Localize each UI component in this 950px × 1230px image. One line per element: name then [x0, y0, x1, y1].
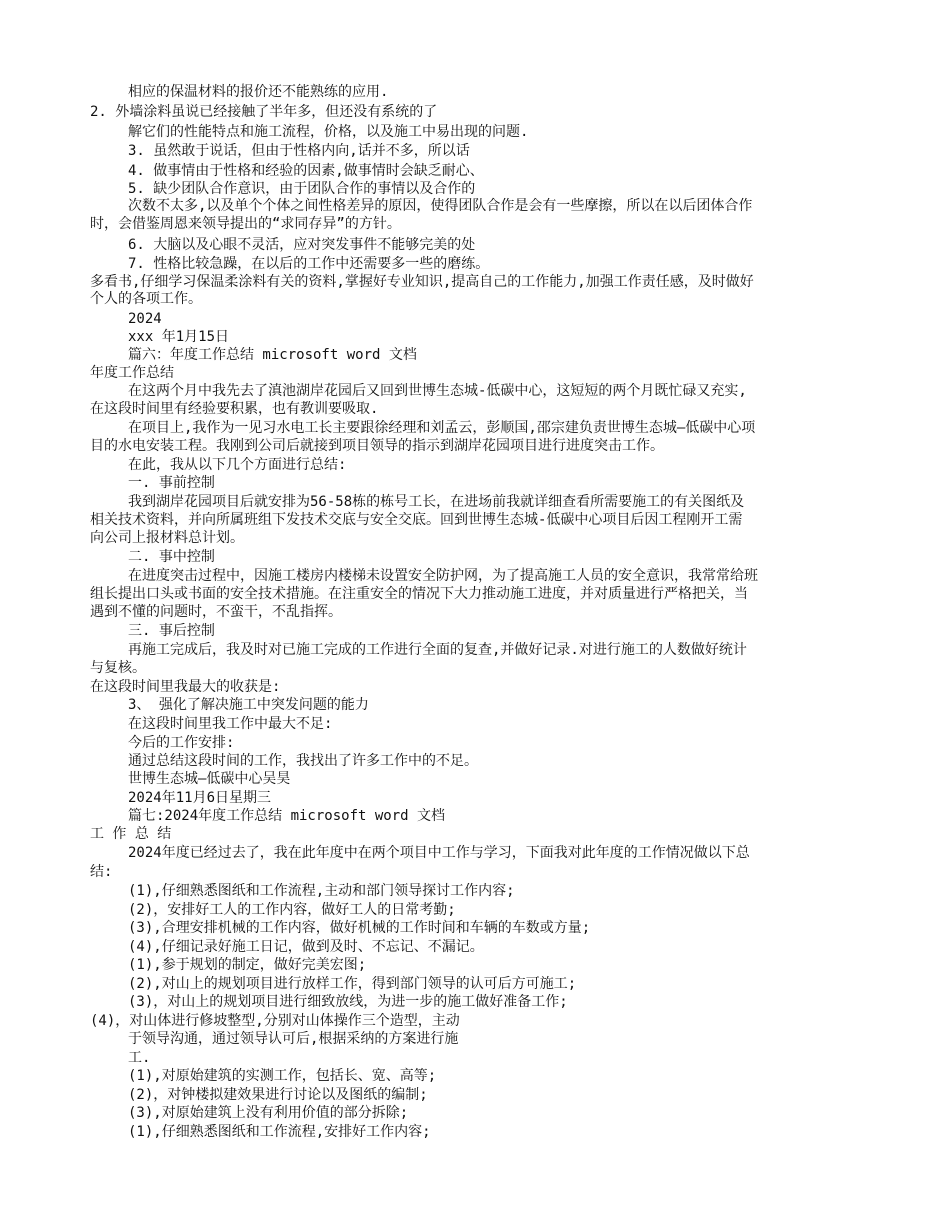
list-item: (1),仔细熟悉图纸和工作流程,安排好工作内容;	[128, 1124, 431, 1140]
text-line: 多看书,仔细学习保温柔涂料有关的资料,掌握好专业知识,提高自己的工作能力,加强工作责任感，及时做好	[90, 274, 754, 290]
text-line: 通过总结这段时间的工作，我找出了许多工作中的不足。	[128, 753, 478, 769]
text-line: 个人的各项工作。	[90, 291, 202, 307]
text-line: 在这段时间里有经验要积累，也有教训要吸取.	[90, 401, 379, 417]
list-item: 3. 虽然敢于说话，但由于性格内向,话并不多，所以话	[128, 143, 470, 159]
text-line: 解它们的性能特点和施工流程，价格，以及施工中易出现的问题.	[128, 124, 529, 140]
list-item: 3、 强化了解决施工中突发问题的能力	[128, 697, 369, 713]
text-line: 在这段时间里我工作中最大不足:	[128, 716, 333, 732]
text-line: 今后的工作安排:	[128, 735, 235, 751]
text-line: 于领导沟通，通过领导认可后,根据采纳的方案进行施	[128, 1031, 459, 1047]
text-line: 在这段时间里我最大的收获是:	[90, 679, 281, 695]
list-item: (3),合理安排机械的工作内容，做好机械的工作时间和车辆的车数或方量;	[128, 920, 591, 936]
signature-line: 世博生态城—低碳中心吴昊	[128, 771, 291, 787]
text-line: 我到湖岸花园项目后就安排为56-58栋的栋号工长，在进场前我就详细查看所需要施工的有关图纸及	[128, 494, 745, 510]
text-line: 与复核。	[90, 660, 146, 676]
text-line: 工.	[128, 1050, 151, 1066]
text-line: 相关技术资料，并向所属班组下发技术交底与安全交底。回到世博生态城-低碳中心项目后因工程刚开工需	[90, 512, 743, 528]
date-year: 2024	[128, 311, 162, 327]
list-item: 7. 性格比较急躁，在以后的工作中还需要多一些的磨练。	[128, 256, 490, 272]
text-line: 在项目上,我作为一见习水电工长主要跟徐经理和刘孟云，彭顺国,邵宗建负责世博生态城—低碳中心项	[128, 420, 756, 436]
list-item: (1),参于规划的制定，做好完美宏图;	[128, 957, 367, 973]
subsection-heading: 一. 事前控制	[128, 475, 215, 491]
text-line: 在进度突击过程中，因施工楼房内楼梯未设置安全防护网，为了提高施工人员的安全意识，我常常给班	[128, 568, 758, 584]
list-item: 2. 外墙涂料虽说已经接触了半年多，但还没有系统的了	[90, 104, 438, 120]
list-item: 4. 做事情由于性格和经验的因素,做事情时会缺乏耐心、	[128, 163, 484, 179]
section-title: 篇六：年度工作总结 microsoft word 文档	[128, 347, 417, 363]
text-line: 在此，我从以下几个方面进行总结:	[128, 457, 347, 473]
text-line: 结:	[90, 864, 113, 880]
text-line: 次数不太多,以及单个个体之间性格差异的原因，使得团队合作是会有一些摩擦，所以在以后团体合作	[128, 198, 753, 214]
date-line: 2024年11月6日星期三	[128, 790, 272, 806]
text-line: 时，会借鉴周恩来领导提出的“求同存异”的方针。	[90, 216, 401, 232]
list-item: 5. 缺少团队合作意识，由于团队合作的事情以及合作的	[128, 181, 476, 197]
date-line: xxx 年1月15日	[128, 329, 230, 345]
list-item: (3),对原始建筑上没有利用价值的部分拆除;	[128, 1105, 409, 1121]
section-heading: 工 作 总 结	[90, 826, 172, 842]
subsection-heading: 二. 事中控制	[128, 549, 215, 565]
list-item: (3)，对山上的规划项目进行细致放线，为进一步的施工做好准备工作;	[128, 994, 568, 1010]
list-item: 6. 大脑以及心眼不灵活，应对突发事件不能够完美的处	[128, 237, 476, 253]
text-line: 2024年度已经过去了，我在此年度中在两个项目中工作与学习，下面我对此年度的工作情况做以下总	[128, 845, 750, 861]
text-line: 遇到不懂的问题时，不蛮干，不乱指挥。	[90, 604, 342, 620]
list-item: (2),对山上的规划项目进行放样工作，得到部门领导的认可后方可施工;	[128, 976, 577, 992]
text-line: 相应的保温材料的报价还不能熟练的应用.	[128, 84, 389, 100]
list-item: (2)，安排好工人的工作内容，做好工人的日常考勤;	[128, 902, 456, 918]
section-heading: 年度工作总结	[90, 365, 174, 381]
section-title: 篇七:2024年度工作总结 microsoft word 文档	[128, 808, 446, 824]
text-line: 再施工完成后，我及时对已施工完成的工作进行全面的复查,并做好记录.对进行施工的人数做好统计	[128, 642, 747, 658]
list-item: (2)，对钟楼拟建效果进行讨论以及图纸的编制;	[128, 1087, 428, 1103]
list-item: (4)，对山体进行修坡整型,分别对山体操作三个造型，主动	[90, 1013, 460, 1029]
list-item: (1),对原始建筑的实测工作，包括长、宽、高等;	[128, 1068, 437, 1084]
text-line: 组长提出口头或书面的安全技术措施。在注重安全的情况下大力推动施工进度，并对质量进行严格把关，当	[90, 586, 748, 602]
text-line: 向公司上报材料总计划。	[90, 530, 244, 546]
list-item: (1),仔细熟悉图纸和工作流程,主动和部门领导探讨工作内容;	[128, 883, 515, 899]
text-line: 在这两个月中我先去了滇池湖岸花园后又回到世博生态城-低碳中心，这短短的两个月既忙碌又充实,	[128, 383, 747, 399]
subsection-heading: 三. 事后控制	[128, 623, 215, 639]
list-item: (4),仔细记录好施工日记，做到及时、不忘记、不漏记。	[128, 939, 484, 955]
text-line: 目的水电安装工程。我刚到公司后就接到项目领导的指示到湖岸花园项目进行进度突击工作。	[90, 438, 664, 454]
